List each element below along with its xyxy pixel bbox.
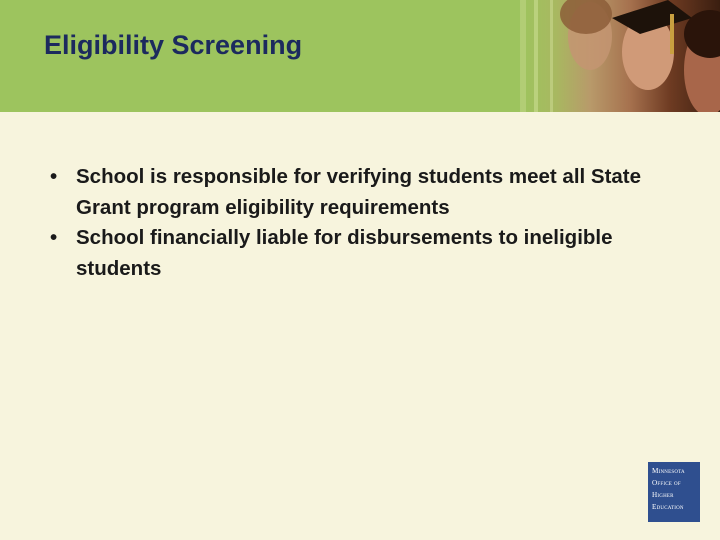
bullet-text: School financially liable for disbursements to ineligible students — [76, 226, 613, 280]
logo-line: Education — [652, 503, 684, 511]
slide-title: Eligibility Screening — [44, 30, 303, 60]
bullet-item — [50, 223, 650, 284]
bullet-text: School is responsible for verifying students meet all State Grant program eligibility requirements — [76, 165, 642, 219]
bullet-icon: • — [50, 165, 58, 188]
bullet-list — [50, 162, 650, 284]
minnesota-ohe-logo — [648, 462, 700, 522]
logo-line: Minnesota — [652, 467, 685, 475]
header-band — [0, 0, 720, 112]
logo-line: Higher — [652, 491, 674, 499]
students-photo-graphic — [520, 0, 720, 112]
logo-line: Office of — [652, 479, 681, 487]
bullet-icon: • — [50, 226, 58, 249]
slide-body — [50, 162, 650, 284]
bullet-item — [50, 162, 650, 223]
students-photo — [520, 0, 720, 112]
